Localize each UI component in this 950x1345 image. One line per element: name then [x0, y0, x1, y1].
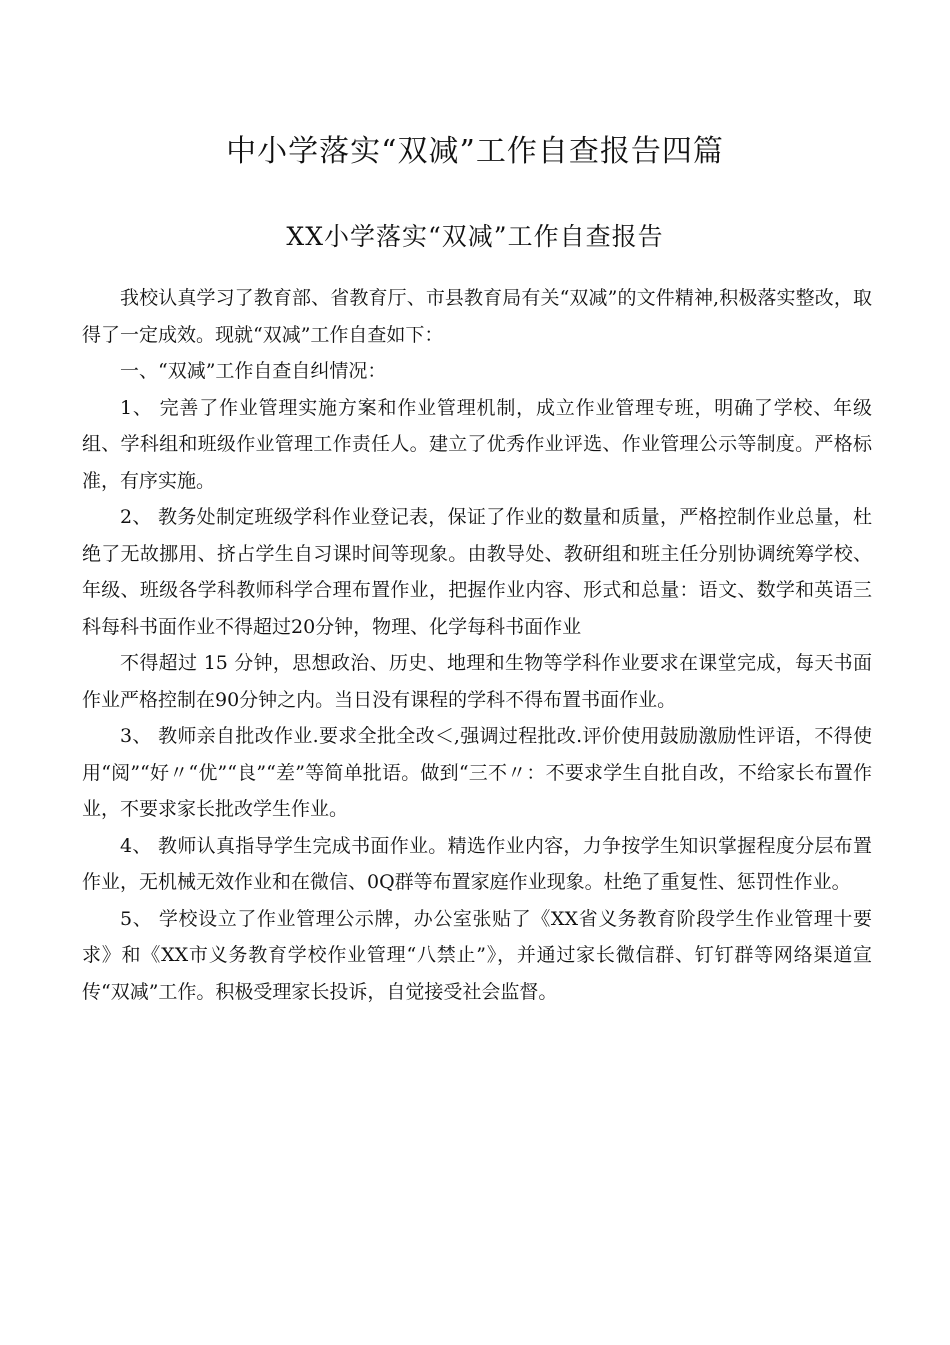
paragraph-item-2-continued: 不得超过 15 分钟，思想政治、历史、地理和生物等学科作业要求在课堂完成，每天书面作业严格控制在90分钟之内。当日没有课程的学科不得布置书面作业。	[82, 652, 872, 711]
paragraph-item-2: 2、 教务处制定班级学科作业登记表，保证了作业的数量和质量，严格控制作业总量，杜绝了无故挪用、挤占学生自习课时间等现象。由教导处、教研组和班主任分别协调统筹学校、年级、班级各学科教师科学合理布置作业，把握作业内容、形式和总量：语文、数学和英语三科每科书面作业不得超过20分钟，物理、化学每科书面作业	[82, 506, 872, 638]
paragraph-section-heading: 一、“双减”工作自查自纠情况：	[120, 360, 387, 382]
paragraph-intro: 我校认真学习了教育部、省教育厅、市县教育局有关“双减”的文件精神,积极落实整改，取得了一定成效。现就“双减”工作自查如下：	[82, 287, 872, 346]
document-title: 中小学落实“双减”工作自查报告四篇	[226, 134, 724, 169]
paragraph-item-3: 3、 教师亲自批改作业.要求全批全改＜,强调过程批改.评价使用鼓励激励性评语，不得使用“阅”“好〃“优”“良”“差”等简单批语。做到“三不〃：不要求学生自批自改，不给家长布置作业，不要求家长批改学生作业。	[82, 725, 872, 820]
document-body	[82, 280, 872, 1010]
paragraph-item-4: 4、 教师认真指导学生完成书面作业。精选作业内容，力争按学生知识掌握程度分层布置作业，无机械无效作业和在微信、0Q群等布置家庭作业现象。杜绝了重复性、惩罚性作业。	[82, 834, 872, 893]
paragraph-item-1: 1、 完善了作业管理实施方案和作业管理机制，成立作业管理专班，明确了学校、年级组、学科组和班级作业管理工作责任人。建立了优秀作业评选、作业管理公示等制度。严格标准，有序实施。	[82, 396, 872, 492]
document-subtitle: XX小学落实“双减”工作自查报告	[286, 222, 664, 251]
paragraph-item-5: 5、 学校设立了作业管理公示牌，办公室张贴了《XX省义务教育阶段学生作业管理十要求》和《XX市义务教育学校作业管理“八禁止”》，并通过家长微信群、钉钉群等网络渠道宣传“双减”工作。积极受理家长投诉，自觉接受社会监督。	[82, 907, 872, 1003]
